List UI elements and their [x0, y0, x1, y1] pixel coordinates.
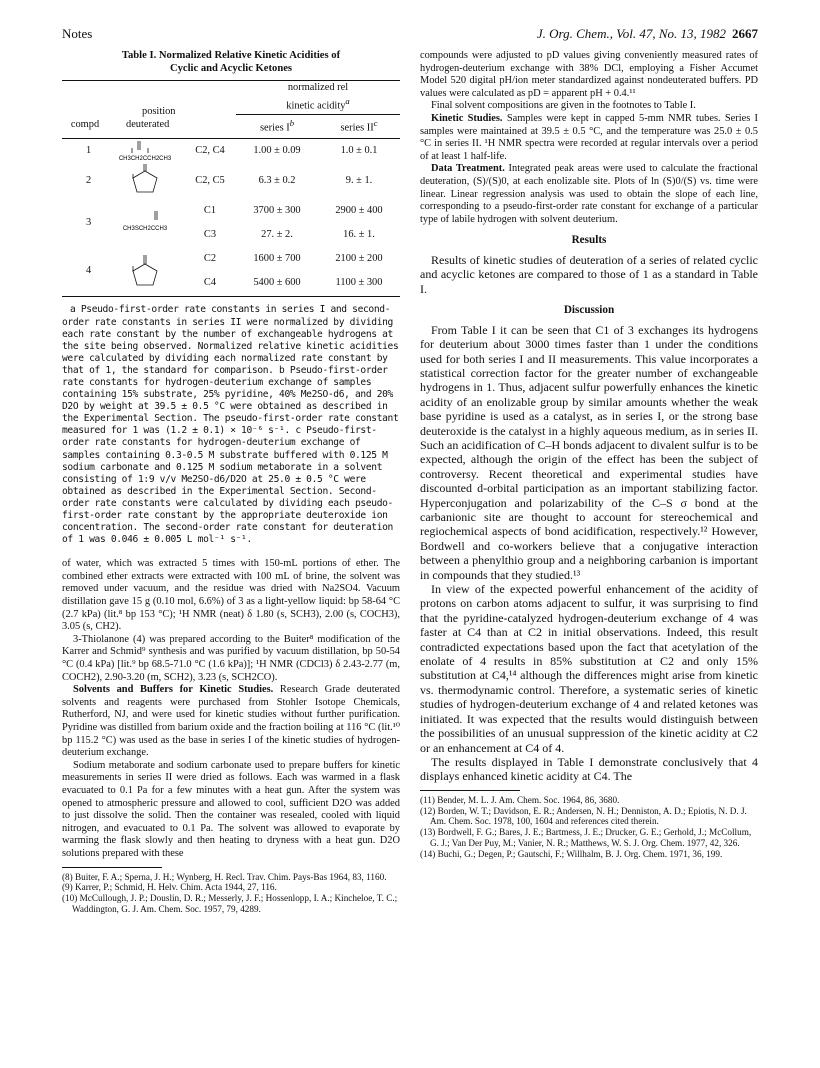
cell-position: C4 [203, 276, 217, 288]
structure-1-drawing [110, 139, 180, 163]
structure-acyclic-ketone [106, 138, 184, 163]
group-header-line2: kinetic acidity [286, 100, 346, 112]
structure-3-drawing [110, 208, 180, 238]
cell-series1: 5400 ± 600 [253, 276, 301, 288]
table-row [62, 199, 400, 223]
paragraph: Results of kinetic studies of deuteration of a series of related cyclic and acyclic ketones are compared to those of 1 as a standard in Table I. [420, 252, 758, 296]
cell-series1: 3700 ± 300 [253, 204, 301, 216]
reference-item: (8) Buiter, F. A.; Sperna, J. H.; Wynberg, H. Recl. Trav. Chim. Pays-Bas 1964, 83, 1160. [62, 871, 387, 882]
paragraph: of water, which was extracted 5 times with 150-mL portions of ether. The combined ether extracts were extracted with 100 mL of brine, the solvent was removed under vacuum, and the residue was dried with Na2SO4. Vacuum distillation gave 15 g (0.10 mol, 6.6%) of 3 as a light-yellow liquid: bp 58-64 °C (2.7 kPa) (lit.⁸ bp 153 °C); ¹H NMR (neat) δ 1.80 (s, SCH3), 2.00 (s, COCH3), 3.05 (s, CH2). [62, 558, 400, 633]
paragraph: In view of the expected powerful enhancement of the acidity of protons on carbon atoms adjacent to sulfur, it was surprising to find that the pyridine-catalyzed hydrogen-deuterium exchange of 4 was faster at C4 than at C2 in initial observations. Indeed, this result contradicted expectations based upon the fact that acetylation of the enolate of 4 results in 85% substitution at C2 and only 15% substitution at C4,¹⁴ although the differences might arise from kinetic vs. thermodynamic control. Therefore, a systematic series of kinetic studies of hydrogen-deuterium exchange of 4 and related ketones was initiated. It was expected that the results would distinguish between the possibilities of an unusual suppression of the kinetic acidity at C2 or an enhancement at C4 of 4. [420, 582, 758, 755]
col-header-position [106, 106, 236, 138]
paragraph: compounds were adjusted to pD values giving conveniently measured rates of hydrogen-deuterium exchange with 38% DCl, employing a Fisher Accumet Model 520 digital pH/ion meter standardized against nondeuterated buffers. PD values were calculated as pD = apparent pH + 0.4.¹¹ [420, 50, 758, 99]
cell-series2: 2100 ± 200 [335, 252, 383, 264]
footnote-mark-a: a [345, 95, 350, 106]
table-caption-line2: Cyclic and Acyclic Ketones [169, 62, 293, 74]
reference-item: (9) Karrer, P.; Schmid, H. Helv. Chim. Acta 1944, 27, 116. [62, 882, 277, 893]
cell-compd: 1 [86, 144, 92, 156]
references-right [420, 795, 758, 860]
cell-compd: 3 [86, 216, 92, 228]
footnote-rule [420, 790, 520, 791]
left-column [62, 50, 400, 915]
cell-position: C2, C4 [195, 144, 225, 156]
col-position-line1: position [142, 106, 176, 118]
series2-label: series II [340, 122, 374, 134]
reference-item: (13) Bordwell, F. G.; Bares, J. E.; Bartmess, J. E.; Drucker, G. E.; Gerhold, J.; McCollum, G. J.; Van Der Puy, M.; Vanier, N. R.; Matthews, W. S. J. Org. Chem. 1977, 42, 326. [420, 827, 752, 848]
group-header-line1: normalized rel [287, 82, 349, 94]
footnote-mark-b: b [289, 117, 295, 128]
cell-position: C2 [203, 252, 217, 264]
paragraph: Final solvent compositions are given in the footnotes to Table I. [431, 100, 696, 112]
cell-position: C2, C5 [195, 174, 225, 186]
structure-3-label: CH3SCH2CCH3 [122, 225, 168, 232]
structure-thioether-ketone [106, 199, 184, 247]
cell-position: C3 [203, 228, 217, 240]
col-position-line2: deuterated [126, 118, 170, 130]
paragraph [62, 684, 400, 760]
page-number: 2667 [732, 26, 758, 41]
paragraph: Sodium metaborate and sodium carbonate used to prepare buffers for kinetic measurements in series II were dried as follows. Each was warmed in a flask evacuated to 0.1 Pa for a few minutes with a heat gun. After the system was opened to atmospheric pressure and allowed to cool, sufficient D2O was added to just dissolve the solid. Then the container was resealed, cooled with liquid nitrogen, and evacuated to 0.1 Pa. The solvent was allowed to evaporate by warming the flask slowly and then heating to dryness with a heat gun. D2O solutions prepared with these [62, 759, 400, 859]
section-label: Notes [62, 26, 93, 41]
paragraph-text: Research Grade deuterated solvents and reagents were purchased from Stohler Isotope Chemicals, Rutherford, NJ, and were used for kinetic studies without further purification. Pyridine was distilled from barium oxide and the fraction boiling at 116 °C (lit.¹⁰ bp 115.2 °C) was used as the base in series I of the kinetic studies of hydrogen-deuterium exchange. [62, 684, 400, 759]
table-footnotes: a Pseudo-first-order rate constants in series I and second-order rate constants in series II were normalized by dividing each rate constant by the number of exchangeable hydrogens at the site being observed. Normalized relative kinetic acidities were calculated by dividing each normalized rate constant by that of 1, the standard for comparison. b Pseudo-first-order rate constants for hydrogen-deuterium exchange of samples containing 15% substrate, 25% pyridine, 40% Me2SO-d6, and 20% D2O by weight at 39.5 ± 0.5 °C were obtained as described in the Experimental Section. The pseudo-first-order rate constant measured for 1 was (1.2 ± 0.1) × 10⁻⁶ s⁻¹. c Pseudo-first-order rate constants for hydrogen-deuterium exchange of samples containing 0.3-0.5 M substrate buffered with 0.125 M sodium carbonate and 0.125 M sodium metaborate in a solvent consisting of 1:9 v/v Me2SO-d6/D2O at 25.0 ± 0.5 °C were obtained as described in the Experimental Section. Second-order rate constants were calculated by dividing each pseudo-first-order rate constant by the appropriate deuteroxide ion concentration. The second-order rate constant for deuteration of 1 was 0.046 ± 0.005 L mol⁻¹ s⁻¹. [62, 304, 399, 546]
cell-series2: 1100 ± 300 [335, 276, 383, 288]
table-row [62, 163, 400, 199]
paragraph-text: Integrated peak areas were used to calculate the fractional deuteration, (S)/(S)0, at each enolizable site. Plots of ln (S)0/(S) vs. time were linear. Linear regression analysis was used to obtain the slope of each line, corresponding to a pseudo-first-order rate constant for exchange of a particular type of labile hydrogen with solvent deuterium. [420, 163, 758, 225]
series1-label: series I [259, 122, 290, 134]
running-header [537, 26, 758, 42]
cell-compd: 4 [86, 264, 92, 276]
reference-item: (11) Bender, M. L. J. Am. Chem. Soc. 1964, 86, 3680. [420, 794, 620, 805]
col-header-compd: compd [62, 114, 106, 138]
reference-item: (14) Buchi, G.; Degen, P.; Gautschi, F.; Willhalm, B. J. Org. Chem. 1971, 36, 199. [420, 848, 723, 859]
paragraph: From Table I it can be seen that C1 of 3 exchanges its hydrogens for deuterium about 3000 times faster than 1 under the conditions used for both series I and II measurements. This value incorporates a statistical correction factor for the greater number of exchangeable hydrogens in 1. Thus, adjacent sulfur powerfully enhances the kinetic acidity of an enolizable group by similar amounts whether the weak base pyridine is used as a catalyst, as in series I, or the strong base deuteroxide is the catalyst in a highly aqueous medium, as in series II. Such an acidification of C–H bonds adjacent to divalent sulfur is to be expected, although the origin of the effect has been the subject of controversy. Recent theoretical and experimental studies have discounted d-orbital participation as an important stabilizing factor. Hyperconjugation and polarizability of the C–S σ bond at the carbanionic site are thought to account for stereochemical and regiochemical aspects of bond acidification, respectively.¹² However, Bordwell and co-workers believe that a conjugative interaction between a phenylthio group and a neighboring carbanion is important in compounds that they studied.¹³ [420, 322, 758, 582]
cell-series2: 16. ± 1. [343, 228, 375, 240]
run-in-heading: Solvents and Buffers for Kinetic Studies. [73, 684, 274, 696]
structure-cyclopentanone [106, 163, 184, 199]
references-left [62, 872, 400, 915]
col-header-series1 [236, 114, 318, 138]
cell-position: C1 [203, 204, 217, 216]
cell-compd: 2 [86, 174, 92, 186]
cell-series1: 27. ± 2. [261, 228, 293, 240]
table-group-header [236, 81, 400, 114]
table-row [62, 138, 400, 163]
cell-series1: 1.00 ± 0.09 [253, 144, 301, 156]
run-in-heading: Data Treatment. [431, 163, 505, 175]
structure-4-drawing [115, 252, 175, 290]
kinetic-acidity-table [62, 80, 400, 297]
footnote-mark-c: c [373, 117, 378, 128]
cell-series2: 9. ± 1. [345, 174, 373, 186]
reference-item: (10) McCullough, J. P.; Douslin, D. R.; Messerly, J. F.; Hossenlopp, I. A.; Kincheloe, T. C.; Waddington, G. J. Am. Chem. Soc. 1957, 79, 4289. [62, 893, 398, 914]
structure-thiolanone [106, 247, 184, 295]
footnote-rule [62, 867, 162, 868]
cell-series1: 1600 ± 700 [253, 252, 301, 264]
table-caption-line1: Table I. Normalized Relative Kinetic Acidities of [121, 50, 341, 61]
col-header-series2 [318, 114, 400, 138]
journal-citation: J. Org. Chem., Vol. 47, No. 13, 1982 [536, 26, 726, 41]
run-in-heading: Kinetic Studies. [431, 112, 503, 124]
structure-1-label: CH3CH2CCH2CH3 [118, 155, 172, 162]
structure-2-drawing [115, 164, 175, 198]
table-caption [62, 50, 400, 75]
section-heading-discussion: Discussion [563, 304, 615, 317]
cell-series2: 2900 ± 400 [335, 204, 383, 216]
cell-series2: 1.0 ± 0.1 [340, 144, 378, 156]
paragraph: 3-Thiolanone (4) was prepared according to the Buiter⁸ modification of the Karrer and Schmid⁹ synthesis and was purified by vacuum distillation, bp 50-54 °C (0.4 kPa) [lit.⁹ bp 68.5-71.0 °C (1.6 kPa)]; ¹H NMR (CDCl3) δ 2.43-2.77 (m, COCH2), 2.90-3.20 (m, SCH2), 3.23 (s, SCH2CO). [62, 633, 400, 683]
right-column [420, 50, 758, 860]
paragraph: The results displayed in Table I demonstrate conclusively that 4 displays enhanced kinetic acidity at C4. The [420, 754, 758, 784]
paragraph [420, 113, 758, 163]
paragraph [420, 163, 758, 226]
paragraph-text: Samples were kept in capped 5-mm NMR tubes. Series I samples were maintained at 39.5 ± 0.5 °C, and the temperature was 25.0 ± 0.5 °C in series II. ¹H NMR spectra were recorded at regular intervals over a period of at least 1 half-life. [420, 112, 758, 162]
table-row [62, 247, 400, 271]
section-heading-results: Results [571, 234, 607, 247]
cell-series1: 6.3 ± 0.2 [258, 174, 296, 186]
reference-item: (12) Borden, W. T.; Davidson, E. R.; Andersen, N. H.; Denniston, A. D.; Epiotis, N. D. J. Am. Chem. Soc. 1978, 100, 1604 and references cited therein. [420, 805, 747, 827]
